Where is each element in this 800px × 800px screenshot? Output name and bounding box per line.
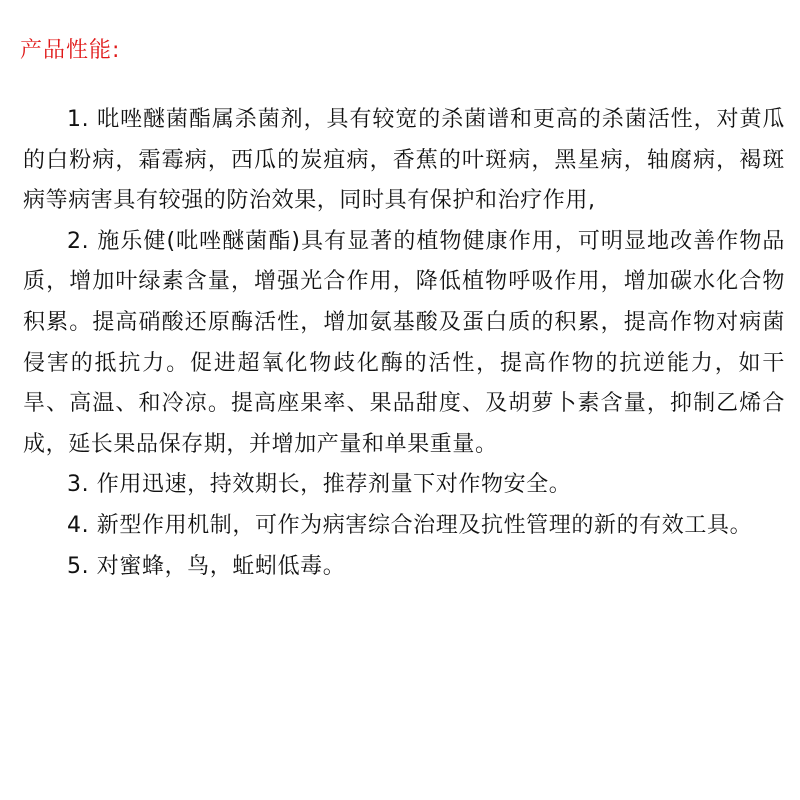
performance-item-3: 3. 作用迅速，持效期长，推荐剂量下对作物安全。 — [67, 472, 572, 498]
performance-list — [23, 100, 785, 587]
performance-item-2: 2. 施乐健(吡唑醚菌酯)具有显著的植物健康作用，可明显地改善作物品质，增加叶绿素含量，增强光合作用，降低植物呼吸作用，增加碳水化合物积累。提高硝酸还原酶活性，增加氨基酸及蛋白质的积累，提高作物对病菌侵害的抵抗力。促进超氧化物歧化酶的活性，提高作物的抗逆能力，如干旱、高温、和冷凉。提高座果率、果品甜度、及胡萝卜素含量，抑制乙烯合成，延长果品保存期，并增加产量和单果重量。 — [23, 228, 785, 457]
section-heading: 产品性能: — [20, 38, 121, 63]
performance-item-4: 4. 新型作用机制，可作为病害综合治理及抗性管理的新的有效工具。 — [67, 512, 753, 538]
performance-item-1: 1. 吡唑醚菌酯属杀菌剂，具有较宽的杀菌谱和更高的杀菌活性，对黄瓜的白粉病，霜霉病，西瓜的炭疽病，香蕉的叶斑病，黑星病，轴腐病，褐斑病等病害具有较强的防治效果，同时具有保护和治疗作用, — [23, 107, 785, 214]
performance-item-5: 5. 对蜜蜂，鸟，蚯蚓低毒。 — [67, 553, 346, 579]
